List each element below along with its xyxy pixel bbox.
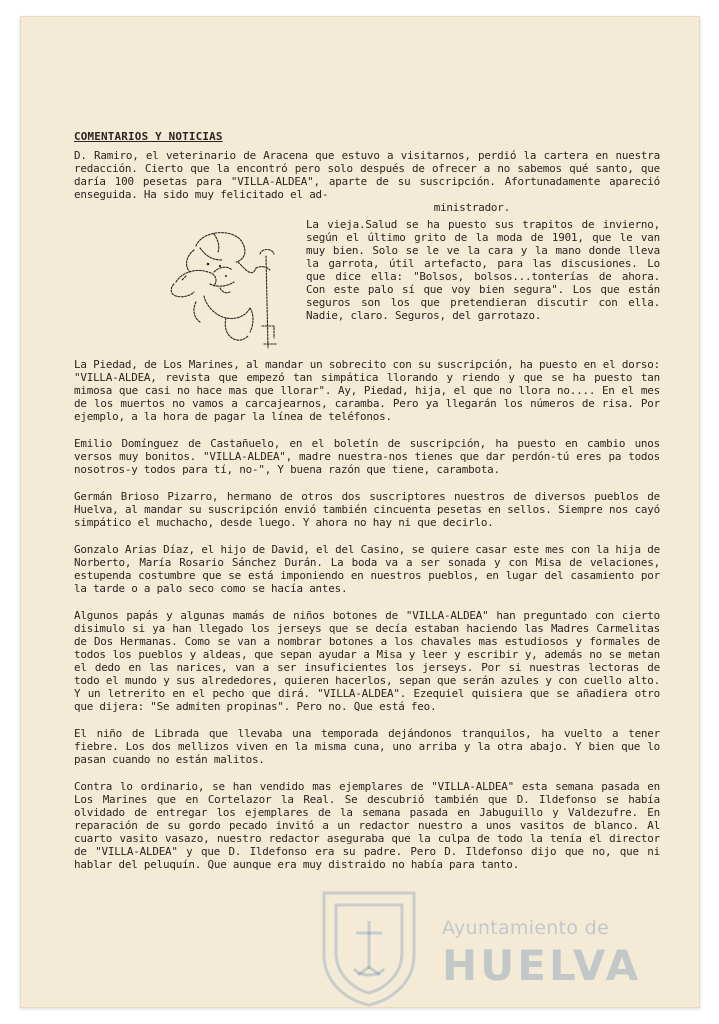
paragraph-vieja-block — [74, 218, 660, 358]
paragraph-vieja-salud: La vieja.Salud se ha puesto sus trapitos de invierno, según el último grito de la moda de 1901, que le van muy bien. Solo se le ve la cara y la mano donde lleva la garrota, útil artefacto, para las discusiones. Lo que dice ella: "Bolsos, bolsos...tonterías de ahora. Con este palo sí que voy bien segura". Los que están seguros son los que pretendieran discutir con ella. Nadie, claro. Seguros, del garrotazo. — [306, 218, 660, 322]
typed-document — [74, 130, 660, 885]
watermark-line2: HUELVA — [442, 941, 642, 990]
old-woman-with-cane-icon — [156, 226, 306, 354]
paragraph-librada: El niño de Librada que llevaba una temporada dejándonos tranquilos, ha vuelto a tener fiebre. Los dos mellizos viven en la misma cuna, uno arriba y la otra abajo. Y bien que lo pasan cuando no están malitos. — [74, 727, 660, 766]
watermark-line1: Ayuntamiento de — [442, 917, 610, 939]
paragraph-jerseys: Algunos papás y algunas mamás de niños botones de "VILLA-ALDEA" han preguntado con cierto disimulo si ya han llegado los jerseys que se decía estaban haciendo las Madres Carmelitas de Dos Hermanas. Como se van a nombrar botones a los chavales mas estudiosos y formales de todos los pueblos y aldeas, que sepan ayudar a Misa y leer y escribir y, además no se metan el dedo en las narices, van a ser insuficientes los jerseys. Por si nuestras lectoras de todo el mundo y sus alrededores, quieren hacerlos, sepan que serán azules y con cuello alto. Y un letrerito en el pecho que dirá. "VILLA-ALDEA". Ezequiel quisiera que se añadiera otro que dijera: "Se admiten propinas". Pero no. Que está feo. — [74, 609, 660, 713]
paragraph-ramiro-tail: ministrador. — [433, 201, 510, 214]
paragraph-gonzalo: Gonzalo Arias Díaz, el hijo de David, el del Casino, se quiere casar este mes con la hija de Norberto, María Rosario Sánchez Durán. La boda va a ser sonada y con Misa de velaciones, estupenda costumbre que se está imponiendo en nuestros pueblos, en lugar del casamiento por la tarde o a palo seco como se hacía antes. — [74, 543, 660, 595]
paragraph-ramiro-main: D. Ramiro, el veterinario de Aracena que estuvo a visitarnos, perdió la cartera en nuestra redacción. Cierto que la encontró pero solo después de ofrecer a no sabemos qué santo, que daría 100 pesetas para "VILLA-ALDEA", aparte de su suscripción. Afortunadamente apareció enseguida. Ha sido muy felicitado el ad- — [74, 149, 660, 201]
paragraph-emilio: Emilio Domínguez de Castañuelo, en el boletín de suscripción, ha puesto en cambio unos versos muy bonitos. "VILLA-ALDEA", madre nuestra-nos tienes que dar perdón-tú eres pa todos nosotros-y todos para tí, no-", Y buena razón que tiene, carambota. — [74, 437, 660, 476]
old-woman-illustration — [156, 226, 306, 354]
paragraph-ramiro — [74, 149, 660, 214]
paragraph-ejemplares: Contra lo ordinario, se han vendido mas ejemplares de "VILLA-ALDEA" esta semana pasada en Los Marines que en Cortelazor la Real. Se descubrió también que D. Ildefonso se había olvidado de entregar los ejemplares de la semana pasada en Jabuguillo y Valdezufre. En reparación de su gordo pecado invitó a un redactor nuestro a unos vasitos de blanco. Al cuarto vasito vasazo, nuestro redactor aseguraba que la culpa de todo la tenía el director de "VILLA-ALDEA" y que D. Ildefonso era su padre. Pero D. Ildefonso dijo que no, que ni hablar del peluquín. Que aunque era muy distraido no había para tanto. — [74, 780, 660, 871]
paragraph-piedad: La Piedad, de Los Marines, al mandar un sobrecito con su suscripción, ha puesto en el dorso: "VILLA-ALDEA, revista que empezó tan simpática llorando y riendo y que se ha puesto tan mimosa que casi no hace mas que llorar". Ay, Piedad, hija, el que no llora no.... En el mes de los muertos no vamos a carcajearnos, caramba. Pero ya llegarán los números de risa. Por ejemplo, a la hora de pagar la línea de teléfonos. — [74, 358, 660, 423]
document-heading: COMENTARIOS Y NOTICIAS — [74, 130, 223, 143]
paragraph-german: Germán Brioso Pizarro, hermano de otros dos suscriptores nuestros de diversos pueblos de Huelva, al mandar su suscripción envió también cincuenta pesetas en sellos. Siempre nos cayó simpático el muchacho, desde luego. Y ahora no hay ni que decirlo. — [74, 490, 660, 529]
